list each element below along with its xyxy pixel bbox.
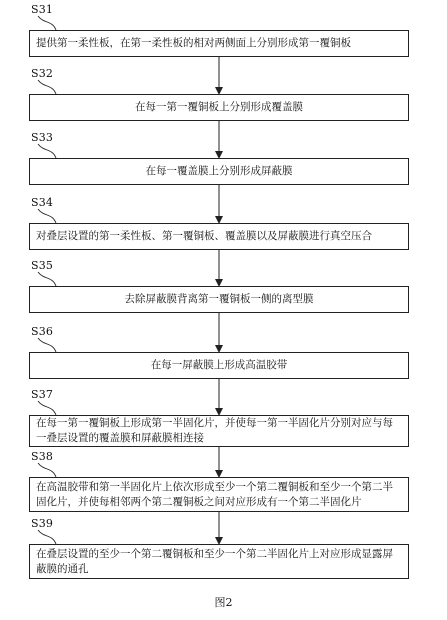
step-label-s38: S38	[31, 450, 54, 463]
leader-s33	[38, 144, 56, 158]
leader-s32	[38, 80, 56, 94]
step-text-s32: 在每一第一覆铜板上分别形成覆盖膜	[135, 101, 303, 113]
step-text-s33: 在每一覆盖膜上分别形成屏蔽膜	[145, 165, 293, 177]
step-box-s36	[29, 352, 409, 379]
leader-s31	[38, 16, 56, 30]
leader-s37	[38, 401, 56, 415]
leader-s36	[38, 338, 56, 352]
step-box-s37	[29, 415, 409, 447]
figure-caption: 图2	[214, 596, 233, 609]
step-box-s38	[29, 477, 409, 512]
step-text-s37: 在每一第一覆铜板上形成第一半固化片，并使每一第一半固化片分别对应与每一叠层设置的覆盖膜和屏蔽膜相连接	[36, 417, 393, 444]
step-label-s32: S32	[31, 67, 54, 80]
leader-s38	[38, 463, 56, 477]
step-label-s33: S33	[31, 131, 54, 144]
step-label-s39: S39	[31, 517, 54, 530]
step-box-s39	[29, 544, 409, 579]
step-box-s33	[29, 158, 409, 185]
step-text-s35: 去除屏蔽膜背离第一覆铜板一侧的离型膜	[124, 293, 314, 305]
leader-s39	[38, 530, 56, 544]
step-label-s31: S31	[31, 3, 54, 16]
leader-s35	[38, 272, 56, 286]
step-box-s35	[29, 286, 409, 313]
step-text-s31: 提供第一柔性板，在第一柔性板的相对两侧面上分别形成第一覆铜板	[36, 37, 351, 49]
step-label-s35: S35	[31, 259, 54, 272]
step-box-s34	[29, 223, 409, 250]
step-box-s31	[29, 30, 409, 57]
step-text-s38: 在高温胶带和第一半固化片上依次形成至少一个第二覆铜板和至少一个第二半固化片，并使每相邻两个第二覆铜板之间对应形成有一个第二半固化片	[36, 480, 393, 508]
step-text-s36: 在每一屏蔽膜上形成高温胶带	[150, 359, 288, 371]
step-box-s32	[29, 94, 409, 121]
step-label-s37: S37	[31, 388, 54, 401]
step-label-s34: S34	[31, 196, 54, 209]
leader-s34	[38, 209, 56, 223]
step-text-s39: 在叠层设置的至少一个第二覆铜板和至少一个第二半固化片上对应形成显露屏蔽膜的通孔	[36, 547, 393, 575]
step-text-s34: 对叠层设置的第一柔性板、第一覆铜板、覆盖膜以及屏蔽膜进行真空压合	[36, 230, 372, 242]
step-label-s36: S36	[31, 325, 54, 338]
